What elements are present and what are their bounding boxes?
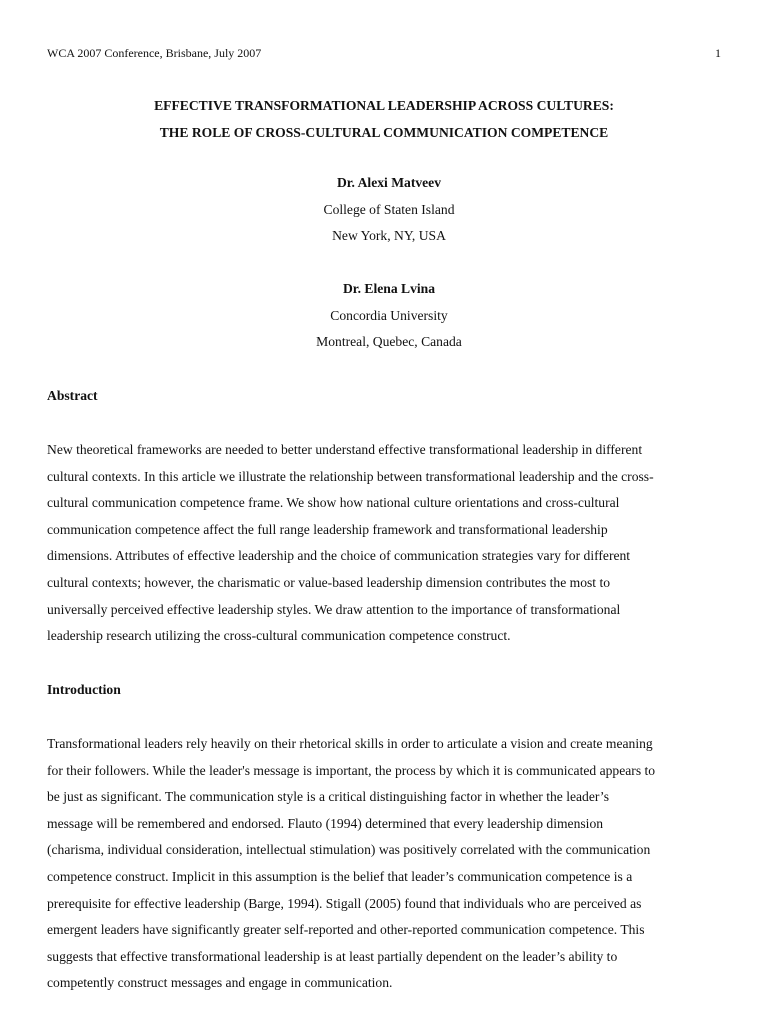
introduction-paragraph [47, 731, 737, 997]
introduction-line: suggests that effective transformational leadership is at least partially dependent on the leader’s ability to [47, 948, 618, 964]
title-line-1: EFFECTIVE TRANSFORMATIONAL LEADERSHIP ACROSS CULTURES: [154, 98, 614, 113]
introduction-line: competently construct messages and engage in communication. [47, 975, 393, 991]
introduction-line: emergent leaders have significantly greater self-reported and other-reported communication competence. This [47, 922, 645, 938]
introduction-line: (charisma, individual consideration, intellectual stimulation) was positively correlated with the communication [47, 842, 651, 858]
author-name: Dr. Elena Lvina [342, 281, 436, 296]
abstract-line: dimensions. Attributes of effective leadership and the choice of communication strategies vary for different [47, 548, 631, 564]
introduction-line: prerequisite for effective leadership (Barge, 1994). Stigall (2005) found that individuals who are perceived as [47, 895, 642, 911]
abstract-line: universally perceived effective leadership styles. We draw attention to the importance of transformational [47, 601, 621, 617]
page-number: 1 [715, 46, 721, 60]
abstract-line: cultural contexts. In this article we illustrate the relationship between transformational leadership and the cross- [47, 468, 654, 484]
running-header [47, 45, 721, 61]
title-line-2: THE ROLE OF CROSS-CULTURAL COMMUNICATION COMPETENCE [159, 125, 609, 140]
author-affiliation: Concordia University [330, 307, 448, 323]
abstract-line: cultural communication competence frame. We show how national culture orientations and cross-cultural [47, 495, 620, 511]
paper-title [0, 92, 768, 146]
author-location: Montreal, Quebec, Canada [316, 334, 462, 350]
introduction-line: competence construct. Implicit in this assumption is the belief that leader’s communication competence is a [47, 868, 633, 884]
introduction-line: for their followers. While the leader's message is important, the process by which it is communicated appears to [47, 762, 656, 778]
introduction-line: Transformational leaders rely heavily on their rhetorical skills in order to articulate a vision and create meaning [47, 736, 653, 751]
abstract-line: leadership research utilizing the cross-cultural communication competence construct. [47, 628, 511, 644]
author-name: Dr. Alexi Matveev [336, 175, 442, 190]
running-head-text: WCA 2007 Conference, Brisbane, July 2007 [47, 46, 262, 60]
author-location: New York, NY, USA [332, 228, 446, 244]
abstract-line: cultural contexts; however, the charismatic or value-based leadership dimension contributes the most to [47, 574, 611, 590]
introduction-line: be just as significant. The communication style is a critical distinguishing factor in whether the leader’s [47, 789, 609, 805]
author-block-2 [0, 276, 768, 356]
abstract-paragraph [47, 437, 737, 650]
introduction-heading: Introduction [47, 682, 121, 697]
abstract-heading: Abstract [47, 388, 98, 403]
author-affiliation: College of Staten Island [323, 201, 455, 217]
introduction-line: message will be remembered and endorsed. Flauto (1994) determined that every leadership dimension [47, 815, 604, 831]
abstract-line: communication competence affect the full range leadership framework and transformational leadership [47, 521, 608, 537]
abstract-line: New theoretical frameworks are needed to better understand effective transformational leadership in different [47, 442, 643, 457]
author-block-1 [0, 170, 768, 250]
